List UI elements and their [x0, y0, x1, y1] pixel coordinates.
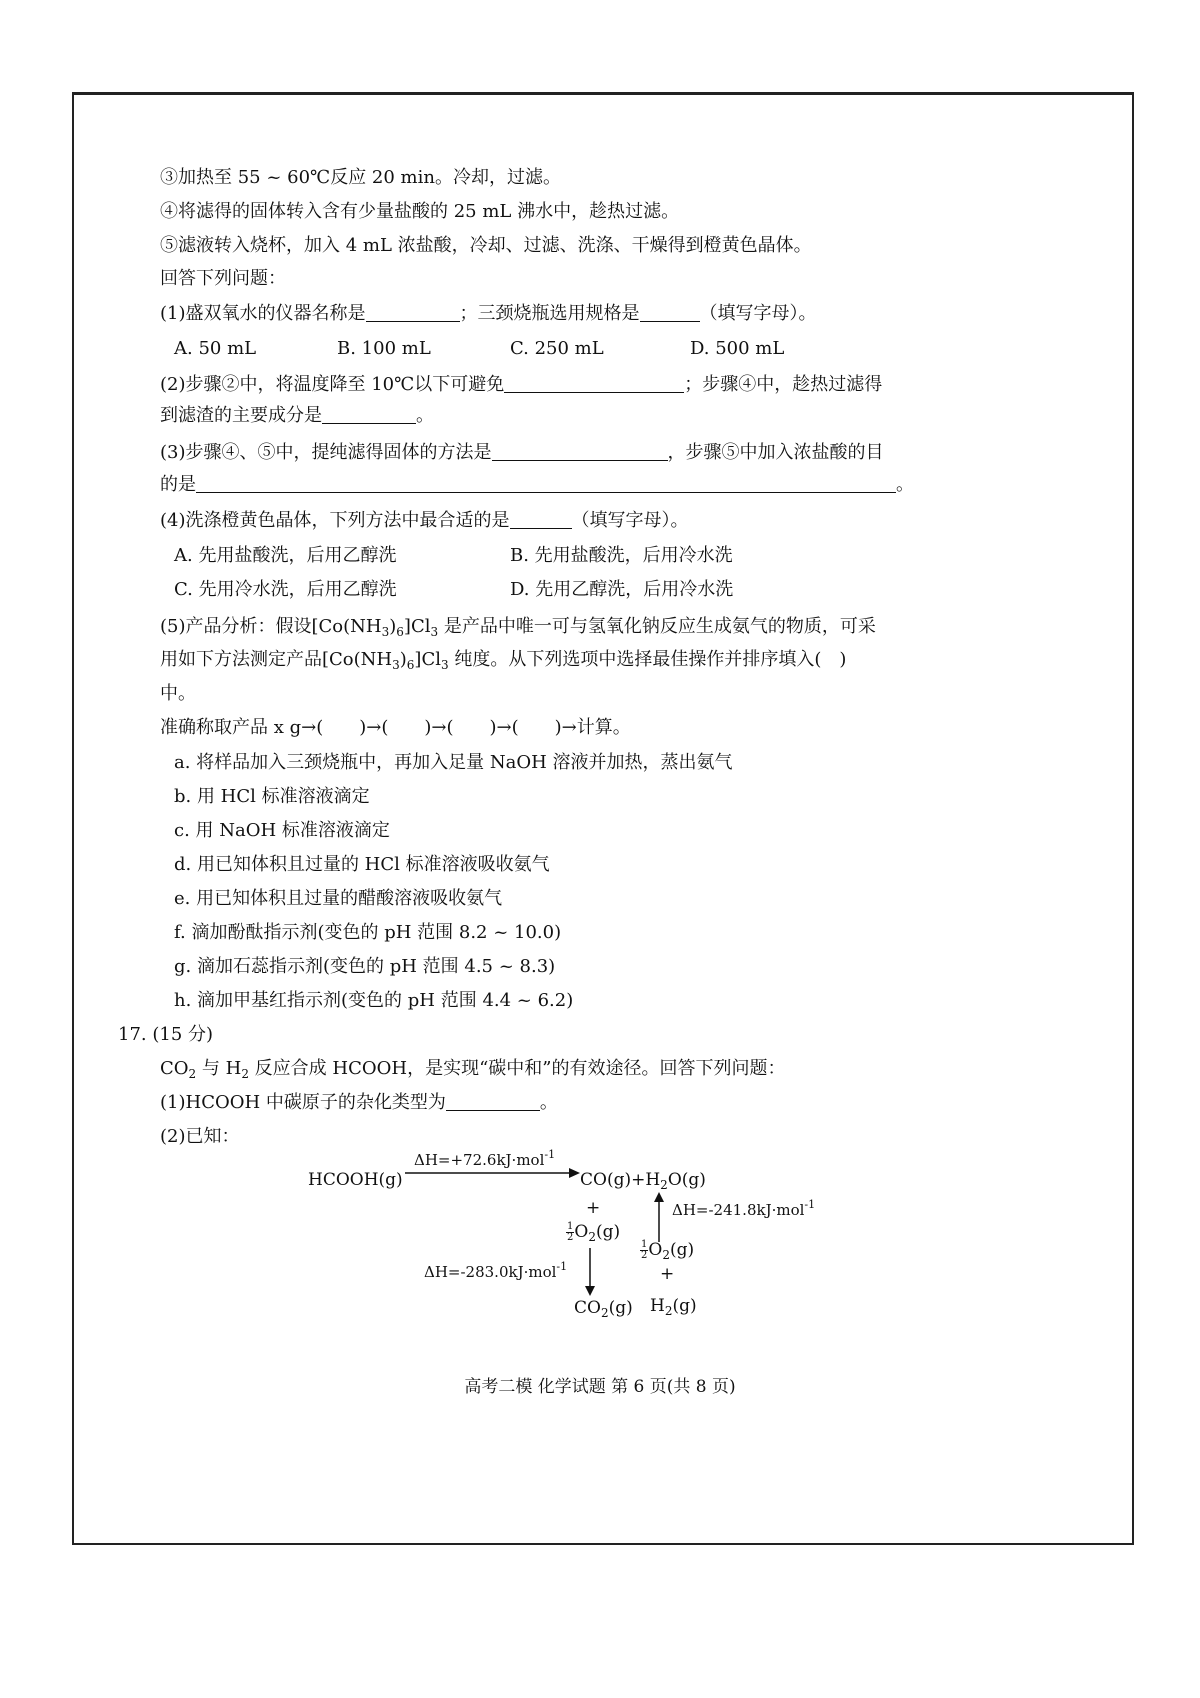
question-5-sequence: 准确称取产品 x g→( )→( )→( )→( )→计算。 — [160, 717, 631, 738]
q5-option-a: a. 将样品加入三颈烧瓶中，再加入足量 NaOH 溶液并加热，蒸出氨气 — [174, 752, 733, 773]
question-4: (4)洗涤橙黄色晶体，下列方法中最合适的是 （填写字母）。 — [160, 510, 689, 531]
q4-option-b: B. 先用盐酸洗，后用冷水洗 — [510, 545, 733, 566]
plus-1: + — [586, 1198, 601, 1218]
answer-blank — [196, 474, 896, 493]
answer-blank — [504, 374, 684, 393]
half-o2-left: $\frac{1}{2}$ $O_2(g)$ — [567, 1221, 621, 1244]
step-3: ③加热至 55 ~ 60℃反应 20 min。冷却，过滤。 — [160, 167, 561, 188]
hcooh-label: HCOOH(g) — [308, 1170, 403, 1190]
arrow-up-icon — [653, 1192, 665, 1242]
co-h2o-label: $CO(g)+H_2O(g)$ — [580, 1170, 706, 1192]
q5-option-e: e. 用已知体积且过量的醋酸溶液吸收氨气 — [174, 888, 503, 909]
q1-option-b: B. 100 mL — [337, 338, 431, 359]
arrow-right-icon — [405, 1166, 580, 1180]
question-5-line-1: (5)产品分析：假设$[Co(NH_3)_6]Cl_3$ 是产品中唯一可与氢氧化钠反应生成氨气的物质，可采 — [160, 616, 876, 639]
q1-option-a: A. 50 mL — [174, 338, 257, 359]
q5-option-f: f. 滴加酚酞指示剂(变色的 pH 范围 8.2 ~ 10.0) — [174, 922, 562, 943]
q4-option-c: C. 先用冷水洗，后用乙醇洗 — [174, 579, 397, 600]
plus-2: + — [660, 1264, 675, 1284]
answer-blank — [492, 442, 668, 461]
q4-option-a: A. 先用盐酸洗，后用乙醇洗 — [174, 545, 397, 566]
answer-blank — [510, 510, 572, 529]
q1-option-d: D. 500 mL — [690, 338, 785, 359]
q5-option-d: d. 用已知体积且过量的 HCl 标准溶液吸收氨气 — [174, 854, 550, 875]
question-5-line-2: 用如下方法测定产品$[Co(NH_3)_6]Cl_3$ 纯度。从下列选项中选择最佳操作并排序填入( ) — [160, 649, 847, 672]
dh2-label: ΔH=-241.8kJ·mol$^{-1}$ — [672, 1198, 816, 1219]
h2-label: $H_2(g)$ — [650, 1296, 697, 1318]
answer-blank — [322, 405, 416, 424]
question-17-header: 17. (15 分) — [118, 1024, 214, 1045]
q5-option-c: c. 用 NaOH 标准溶液滴定 — [174, 820, 390, 841]
co2-label: $CO_2(g)$ — [574, 1298, 633, 1320]
question-3-line-2: 的是 。 — [160, 474, 914, 495]
arrow-down-icon — [584, 1248, 596, 1296]
q5-option-h: h. 滴加甲基红指示剂(变色的 pH 范围 4.4 ~ 6.2) — [174, 990, 574, 1011]
question-5-line-3: 中。 — [160, 683, 196, 704]
dh3-label: ΔH=-283.0kJ·mol$^{-1}$ — [424, 1260, 568, 1281]
question-1: (1)盛双氧水的仪器名称是 ；三颈烧瓶选用规格是 （填写字母）。 — [160, 303, 817, 324]
q1-option-c: C. 250 mL — [510, 338, 604, 359]
q5-option-g: g. 滴加石蕊指示剂(变色的 pH 范围 4.5 ~ 8.3) — [174, 956, 556, 977]
answer-blank — [446, 1092, 540, 1111]
question-17-part-1: (1)HCOOH 中碳原子的杂化类型为 。 — [160, 1092, 558, 1113]
dh1-label: ΔH=+72.6kJ·mol$^{-1}$ — [414, 1148, 556, 1169]
q4-option-d: D. 先用乙醇洗，后用冷水洗 — [510, 579, 734, 600]
step-4: ④将滤得的固体转入含有少量盐酸的 25 mL 沸水中，趁热过滤。 — [160, 201, 680, 222]
question-17-part-2: (2)已知： — [160, 1126, 240, 1147]
answer-blank — [640, 303, 700, 322]
question-17-intro: $CO_2$ 与 $H_2$ 反应合成 HCOOH，是实现“碳中和”的有效途径。回答下列问题： — [160, 1058, 786, 1081]
questions-intro: 回答下列问题： — [160, 268, 286, 289]
question-2-line-1: (2)步骤②中，将温度降至 10℃以下可避免 ；步骤④中，趁热过滤得 — [160, 374, 883, 395]
half-o2-right: $\frac{1}{2}$ $O_2(g)$ — [641, 1239, 695, 1262]
q5-option-b: b. 用 HCl 标准溶液滴定 — [174, 786, 370, 807]
answer-blank — [366, 303, 460, 322]
question-3-line-1: (3)步骤④、⑤中，提纯滤得固体的方法是 ，步骤⑤中加入浓盐酸的目 — [160, 442, 884, 463]
step-5: ⑤滤液转入烧杯，加入 4 mL 浓盐酸，冷却、过滤、洗涤、干燥得到橙黄色晶体。 — [160, 235, 812, 256]
page-footer: 高考二模 化学试题 第 6 页(共 8 页) — [464, 1377, 736, 1397]
question-2-line-2: 到滤渣的主要成分是 。 — [160, 405, 434, 426]
